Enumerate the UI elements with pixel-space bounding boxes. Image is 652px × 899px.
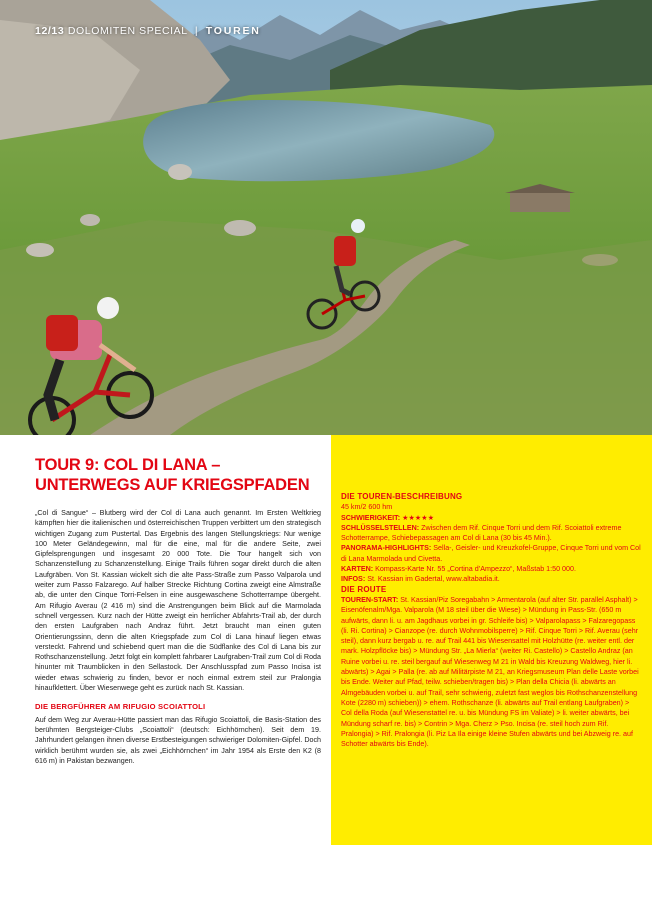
- tour-distance: 45 km/2 600 hm: [341, 503, 393, 512]
- difficulty-label: SCHWIERIGKEIT:: [341, 513, 401, 522]
- body-paragraph-2: Auf dem Weg zur Averau-Hütte passiert man das Rifugio Scoiattoli, die Basis-Station des berühmten Bergsteiger-Clubs „Scoiattoli“ (deutsch: Eichhörnchen). Seit dem 19. Jahrhundert gelangen ihnen diverse Erstbesteigungen schwieriger Dolomiten-Gipfel. Doch wirklich berühmt wurden sie, als zwei „Eichhörnchen“ im Jahr 1954 als Erste den K2 (8 616 m) in Pakistan bezwangen.: [35, 715, 321, 765]
- route-start-label: TOUREN-START:: [341, 595, 399, 604]
- body-paragraph-1: „Col di Sangue“ – Blutberg wird der Col di Lana auch genannt. Im Ersten Weltkrieg kämpften hier die italienischen und österreichischen Truppen verbittert um den strategisch wichtigen Zugang zum Pustertal. Das Ergebnis des langen Stellungskriegs: Nur wenige 100 Meter Geländegewinn, mal für die eine, mal für die andere Seite, zwei Gipfelsprengungen und insgesamt 20 000 Tote. Die Tour hangelt sich von Schanzenstellung zu Schanzenstellung. Einige Trails führen sogar direkt durch die alten Laufgräben. Von St. Kassian wickelt sich die alte Pass-Straße zum Passo Valparola und weiter zum Passo Falzarego. Auf halber Strecke Richtung Cortina zweigt eine Almstraße ab, die unter den Cinque Torri-Felsen in eine ausgewaschene Schotterrampe übergeht. Am Rifugio Averau (2 416 m) sind die Anstrengungen beim Blick auf die Marmolada schnell vergessen. Kurz nach der Hütte zweigt ein herrlicher Abfahrts-Trail ab, der durch den ersten Laufgraben nach Andraz führt. Jetzt braucht man einen guten Orientierungssinn, denn die alten Kriegspfade zum Col di Lana hinauf liegen etwas versteckt. Fahrend und schiebend quert man die die Südflanke des Col di Lana bis zur Rothschanzenstellung. Jetzt folgt ein komplett fahrbarer Laufgraben-Trail zum Col di Roda hinunter mit Traumblicken in den Sellastock. Der Anschlusspfad zum Passo Incisa ist wieder etwas schwierig zu finden, bevor er noch einmal extrem steil zur Pralongia hinaufklettert. Über Wiesenwege geht es zurück nach St. Kassian.: [35, 509, 321, 693]
- tour-info-content: [341, 492, 641, 749]
- panorama-text: Sella-, Geisler- und Kreuzkofel-Gruppe, Cinque Torri und vom Col di Lana Marmolada und Civetta.: [341, 544, 641, 563]
- section-name: TOUREN: [205, 25, 261, 37]
- header-separator: |: [194, 25, 199, 37]
- maps-label: KARTEN:: [341, 565, 374, 574]
- key-passages-row: [341, 523, 641, 544]
- key-passages-text: Zwischen dem Rif. Cinque Torri und dem Rif. Scoiattoli extreme Schotterrampe, Schiebepassagen am Col di Lana (30 bis 45 Min.).: [341, 523, 622, 543]
- title-line-2: UNTERWEGS AUF KRIEGSPFADEN: [35, 476, 310, 494]
- title-line-1: TOUR 9: COL DI LANA –: [35, 456, 221, 474]
- hero-photo: [0, 0, 652, 435]
- difficulty-row: [341, 513, 641, 523]
- mountain-bike-photo: [0, 0, 652, 435]
- route-row: [341, 595, 641, 749]
- magazine-name: DOLOMITEN SPECIAL: [67, 25, 188, 37]
- page-numbers: 12/13: [35, 25, 65, 37]
- info-label: INFOS:: [341, 575, 366, 584]
- route-heading: DIE ROUTE: [341, 584, 387, 594]
- tour-description-heading: DIE TOUREN-BESCHREIBUNG: [341, 492, 463, 501]
- difficulty-stars: ★★★★★: [402, 513, 435, 522]
- key-passages-label: SCHLÜSSELSTELLEN:: [341, 523, 420, 532]
- route-text: St. Kassian/Piz Soregabahn > Armentarola (auf alter Str. parallel Asphalt) > Eisenöfenalm/Mga. Valparola (M 18 steil über die Wiese) > Mündung in Pass-Str. (650 m aufwärts, dann li. u. am Jagdhaus vorbei in gr. Schleife bis) > Valparolapass > Falzaregopass (li. Ri. Cortina) > Cianzope (re. durch Wohnmobilsperre) > Rif. Cinque Torri > Rif. Averau (sehr steil), dann kurz bergab u. re. auf Trail 441 bis Wiesensattel mit Holzhütte (re. weiter entl. der mark. Holzpflöcke bis) > Mündung Str. „La Mierla“ (weiter Ri. Castello) > Castello Andraz (an Ruine vorbei u. re. steil bergauf auf Wiesenweg M 21 in Wald bis Kreuzung Waldweg, hier li. abwärts) > Agai > Palla (re. ab auf Militärpiste M 21, an Kriegsmuseum Plan delle Laste vorbei bis Ende. Weiter auf Pfad, teilw. schieben/tragen bis) > Plan della Chicia (li. abwärts an Almgebäuden vorbei u. auf Trail, sehr schwierig, zuletzt fast weglos bis Rothschanzenstellung Kote (2280 m) schieben)) > ehem. Rothschanze (li. abwärts auf Trail entlang Laufgraben) > Col della Roda (auf Wiesenstattel re. u. bis Mündung FS im Valiate) > li. weiter abwärts, bei Mündung scharf re. bis) > Contrin > Mga. Cherz > Pso. Incisa (re. steil hoch zum Rif. Pralongia) > Rif. Pralongia (li. Piz La Ila einige kleine Stufen abwärts und bei Abzweig re. auf Schotter abwärts bis Ende).: [341, 595, 639, 749]
- info-row: [341, 574, 641, 584]
- tour-info-box: [331, 435, 652, 845]
- panorama-label: PANORAMA-HIGHLIGHTS:: [341, 544, 432, 553]
- body-subheading: DIE BERGFÜHRER AM RIFUGIO SCOIATTOLI: [35, 702, 206, 712]
- page-header: [35, 25, 261, 37]
- panorama-row: [341, 543, 641, 564]
- article-title: [35, 455, 335, 495]
- article-body: [35, 508, 321, 766]
- maps-text: Kompass-Karte Nr. 55 „Cortina d’Ampezzo“, Maßstab 1:50 000.: [375, 565, 576, 574]
- info-text: St. Kassian im Gadertal, www.altabadia.it.: [367, 575, 500, 584]
- maps-row: [341, 564, 641, 574]
